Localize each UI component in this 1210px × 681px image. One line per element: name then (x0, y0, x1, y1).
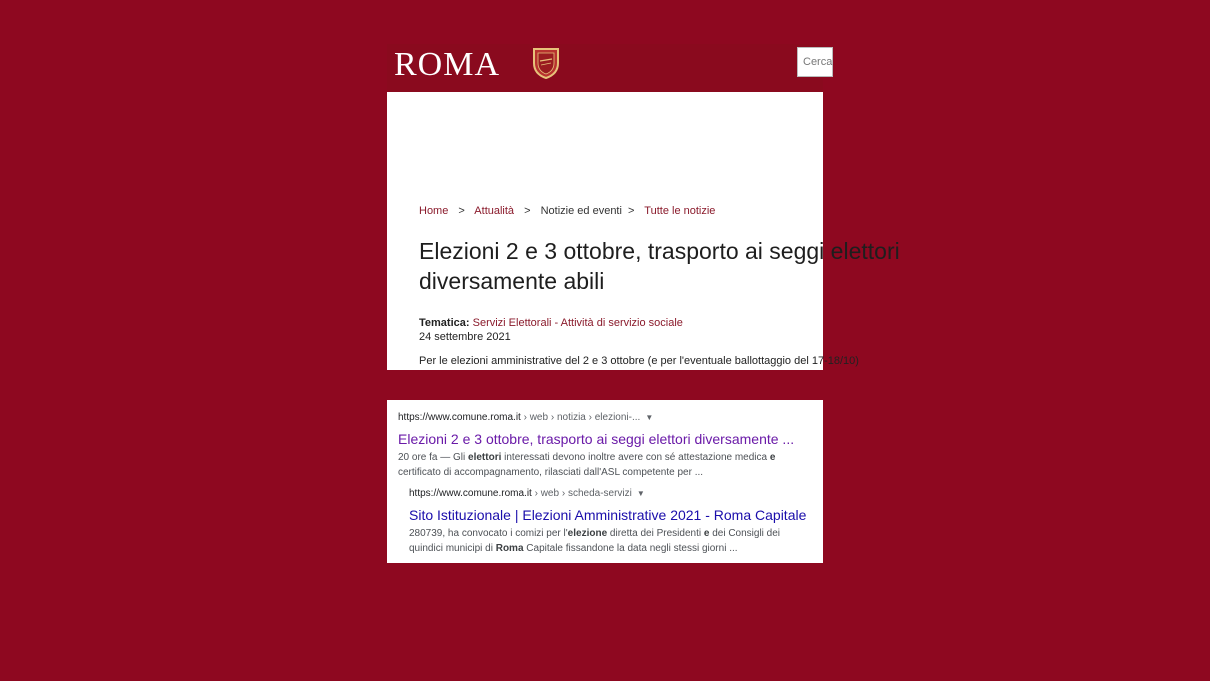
publish-date: 24 settembre 2021 (419, 331, 511, 343)
result-snippet (409, 526, 809, 556)
spqr-shield-icon (532, 47, 560, 79)
search-input[interactable] (797, 47, 833, 77)
result-url[interactable] (409, 488, 819, 500)
snippet-text: certificato di accompagnamento, rilasciati dall'ASL competente per ... (398, 467, 704, 478)
snippet-text: diretta dei Presidenti (607, 528, 704, 539)
result-url[interactable] (398, 412, 808, 424)
result-url-host: https://www.comune.roma.it (398, 412, 521, 423)
snippet-text: interessati devono inoltre avere con sé attestazione medica (501, 452, 770, 463)
snippet-text: 280739, ha convocato i comizi per l' (409, 528, 568, 539)
search-placeholder: Cerca (803, 56, 833, 68)
search-result (409, 488, 819, 556)
roma-logo[interactable]: ROMA (394, 46, 501, 83)
breadcrumb-tutte-notizie[interactable]: Tutte le notizie (644, 205, 716, 217)
breadcrumb-home[interactable]: Home (419, 205, 449, 217)
snippet-highlight: e (769, 452, 776, 463)
caret-down-icon[interactable]: ▼ (636, 489, 645, 498)
tematica-line (419, 317, 683, 329)
article-lead: Per le elezioni amministrative del 2 e 3 ottobre (e per l'eventuale ballottaggio del 17-18/10) (419, 355, 859, 367)
news-page-screenshot (387, 44, 900, 370)
breadcrumb (419, 205, 715, 217)
snippet-highlight: elezione (567, 528, 608, 539)
result-url-path: › web › scheda-servizi (531, 488, 632, 499)
snippet-highlight: e (703, 528, 710, 539)
result-snippet (398, 450, 798, 480)
site-header (387, 44, 833, 92)
snippet-highlight: Roma (495, 543, 524, 554)
breadcrumb-notizie-eventi: Notizie ed eventi (540, 205, 622, 217)
snippet-highlight: elettori (468, 452, 502, 463)
breadcrumb-attualita[interactable]: Attualità (474, 205, 515, 217)
tematica-link[interactable]: Servizi Elettorali - Attività di servizio sociale (472, 317, 683, 329)
snippet-text: 20 ore fa — Gli (398, 452, 469, 463)
page-title: Elezioni 2 e 3 ottobre, trasporto ai seggi elettori diversamente abili (419, 238, 900, 294)
result-url-host: https://www.comune.roma.it (409, 488, 532, 499)
snippet-text: dei Consigli dei quindici municipi di (409, 528, 781, 554)
search-results-screenshot (387, 400, 823, 563)
breadcrumb-separator: > (458, 205, 465, 217)
result-title-link[interactable]: Elezioni 2 e 3 ottobre, trasporto ai seggi elettori diversamente ... (398, 431, 795, 447)
breadcrumb-separator: > (524, 205, 531, 217)
result-url-path: › web › notizia › elezioni-... (520, 412, 641, 423)
caret-down-icon[interactable]: ▼ (645, 413, 654, 422)
snippet-text: Capitale fissandone la data negli stessi giorni ... (523, 543, 738, 554)
result-title-link[interactable]: Sito Istituzionale | Elezioni Amministrative 2021 - Roma Capitale (409, 507, 807, 523)
breadcrumb-separator: > (628, 205, 635, 217)
search-result (398, 412, 808, 480)
tematica-label: Tematica: (419, 317, 470, 329)
